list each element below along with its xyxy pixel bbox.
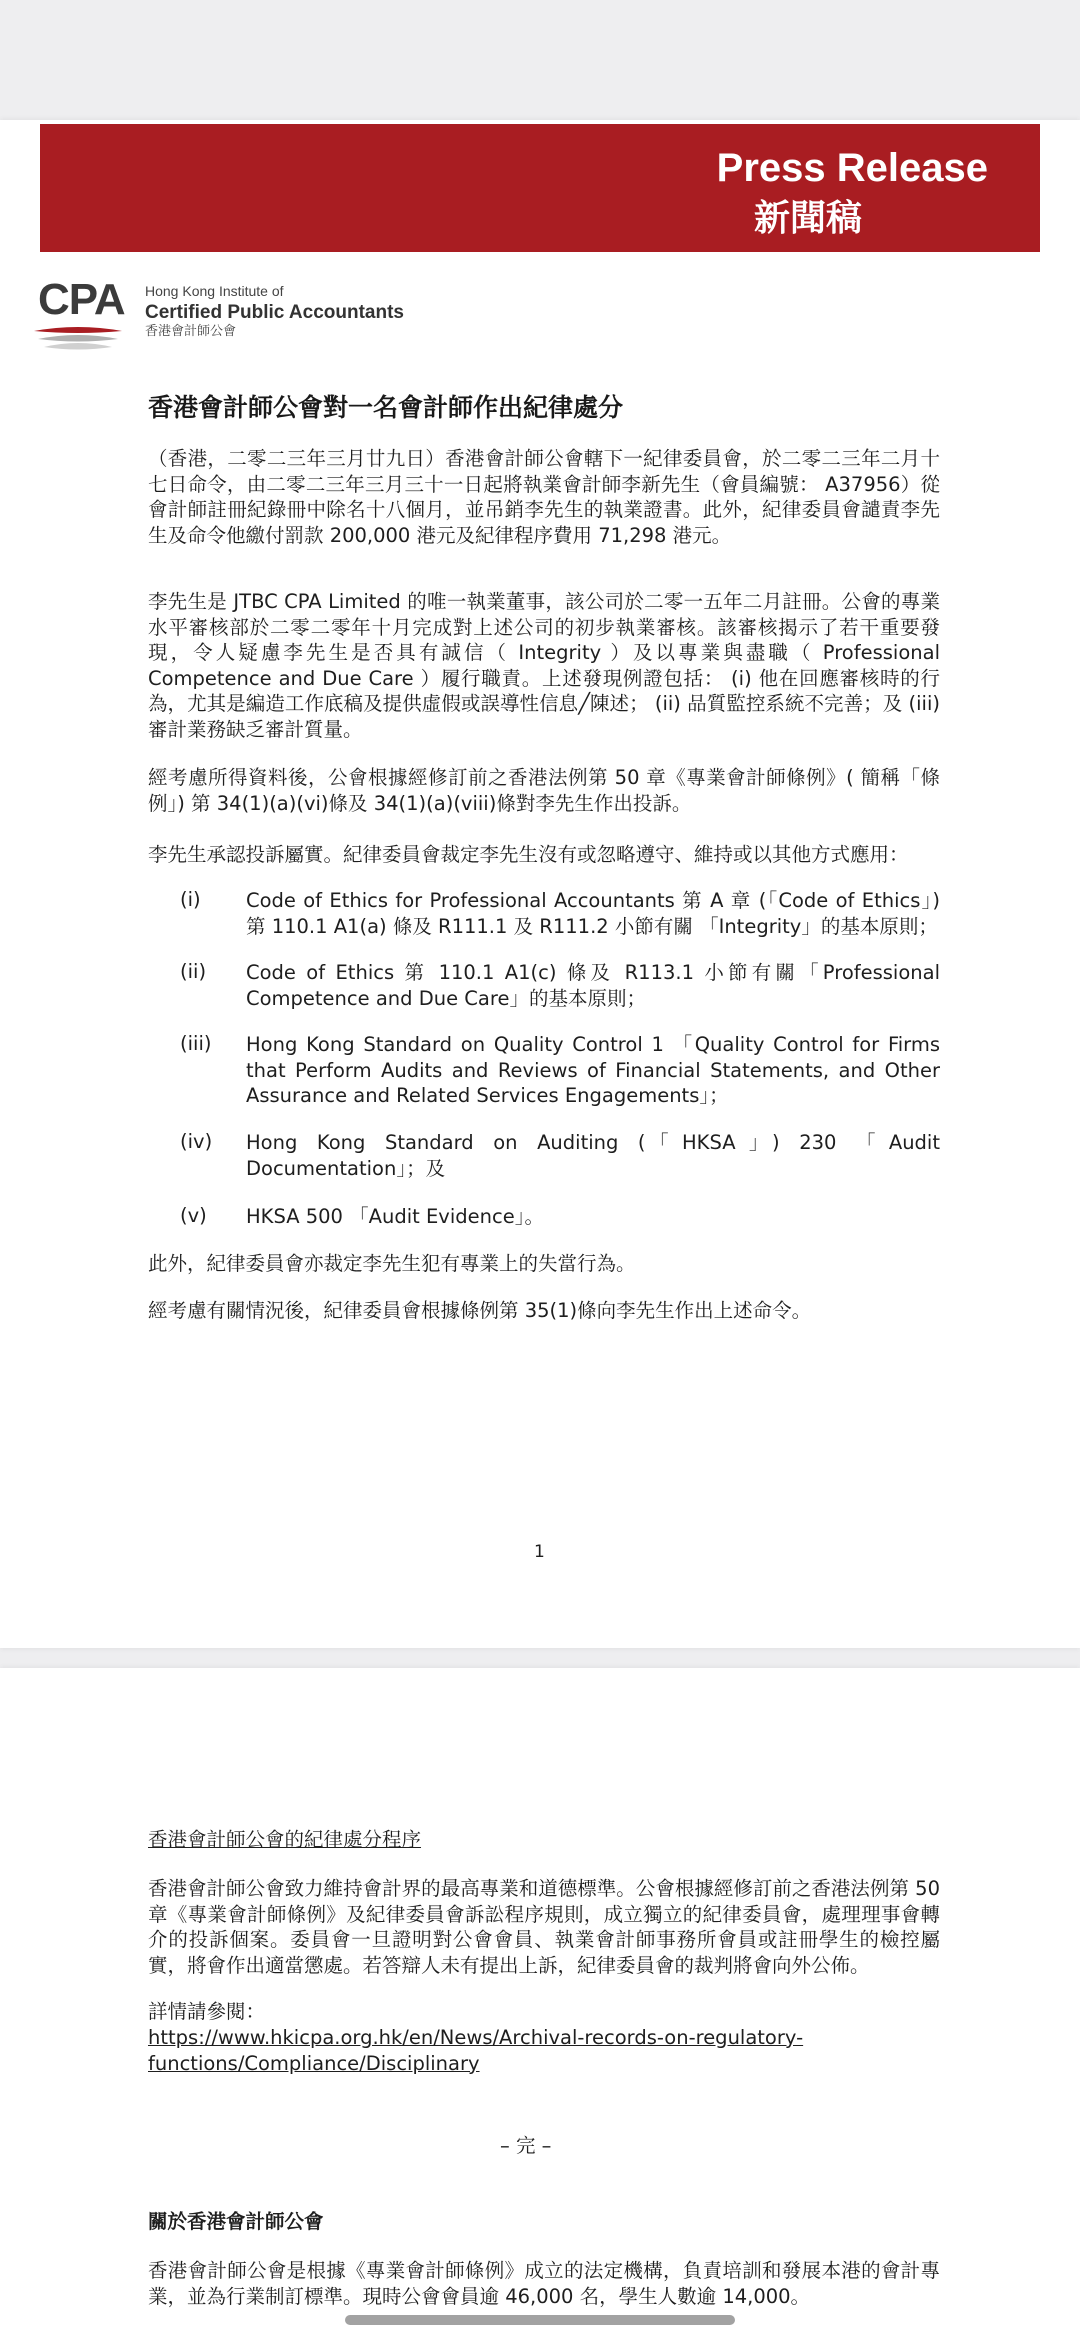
paragraph-6: 經考慮有關情況後，紀律委員會根據條例第 35(1)條向李先生作出上述命令。: [148, 1299, 812, 1322]
disciplinary-records-link[interactable]: https://www.hkicpa.org.hk/en/News/Archival-records-on-regulatory-functions/Compliance/Disciplinary: [148, 2026, 804, 2075]
press-release-banner: [40, 124, 1040, 252]
details-label: 詳情請參閱：: [148, 2000, 266, 2023]
document-page-2: [0, 1668, 1080, 2337]
logo-line-2: Certified Public Accountants: [145, 301, 404, 323]
list-number: (iv): [180, 1130, 213, 1153]
list-number: (v): [180, 1204, 207, 1227]
logo-cpa-text: CPA: [38, 275, 125, 324]
hkicpa-logo-mark: [30, 275, 130, 355]
paragraph-5: 此外，紀律委員會亦裁定李先生犯有專業上的失當行為。: [148, 1252, 636, 1275]
logo-line-3: 香港會計師公會: [145, 324, 237, 340]
hkicpa-swoosh-icon: [30, 325, 126, 353]
page-number: 1: [534, 1542, 545, 1562]
list-text: Code of Ethics for Professional Accountants 第 A 章 (「Code of Ethics」) 第 110.1 A1(a) 條及 R111.1 及 R111.2 小節有關 「Integrity」的基本原則；: [246, 889, 940, 938]
paragraph-2: 李先生是 JTBC CPA Limited 的唯一執業董事，該公司於二零一五年二月註冊。公會的專業水平審核部於二零二零年十月完成對上述公司的初步執業審核。該審核揭示了若干重要發現，令人疑慮李先生是否具有誠信（ Integrity ）及以專業與盡職（ Professional Competence and Due Care ）履行職責。上述發現例證包括： (i) 他在回應審核時的行為，尤其是編造工作底稿及提供虛假或誤導性信息╱陳述； (ii) 品質監控系統不完善；及 (iii) 審計業務缺乏審計質量。: [148, 590, 940, 741]
list-number: (i): [180, 888, 201, 911]
list-text: Hong Kong Standard on Quality Control 1 「Quality Control for Firms that Perform Audits and Reviews of Financial Statements, and Other Assurance and Related Services Engagements」；: [246, 1033, 940, 1107]
logo-line-1: Hong Kong Institute of: [145, 283, 284, 299]
hkicpa-logo: [30, 275, 430, 355]
list-number: (iii): [180, 1032, 212, 1055]
section-title: 香港會計師公會的紀律處分程序: [148, 1828, 422, 1851]
banner-title-en: Press Release: [716, 146, 988, 190]
list-number: (ii): [180, 960, 207, 983]
list-text: Hong Kong Standard on Auditing (「HKSA」) 230 「Audit Documentation」；及: [246, 1131, 940, 1180]
paragraph-1: （香港，二零二三年三月廿九日）香港會計師公會轄下一紀律委員會，於二零二三年二月十七日命令，由二零二三年三月三十一日起將執業會計師李新先生（會員編號： A37956）從會計師註冊紀錄冊中除名十八個月，並吊銷李先生的執業證書。此外，紀律委員會譴責李先生及命令他繳付罰款 200,000 港元及紀律程序費用 71,298 港元。: [148, 447, 940, 547]
banner-title-zh: 新聞稿: [753, 198, 862, 239]
about-body: 香港會計師公會是根據《專業會計師條例》成立的法定機構，負責培訓和發展本港的會計專業，並為行業制訂標準。現時公會會員逾 46,000 名，學生人數逾 14,000。: [148, 2259, 940, 2308]
document-title: 香港會計師公會對一名會計師作出紀律處分: [148, 393, 624, 422]
home-indicator[interactable]: [345, 2315, 735, 2325]
end-marker: – 完 –: [500, 2134, 552, 2157]
document-page-1: [0, 120, 1080, 1648]
paragraph-4: 李先生承認投訴屬實。紀律委員會裁定李先生沒有或忽略遵守、維持或以其他方式應用：: [148, 843, 909, 866]
list-text: HKSA 500 「Audit Evidence」。: [246, 1205, 544, 1228]
list-text: Code of Ethics 第 110.1 A1(c) 條及 R113.1 小節有關「Professional Competence and Due Care」的基本原則；: [246, 961, 940, 1010]
paragraph-3: 經考慮所得資料後，公會根據經修訂前之香港法例第 50 章《專業會計師條例》( 簡稱「條例」) 第 34(1)(a)(vi)條及 34(1)(a)(viii)條對李先生作出投訴。: [148, 766, 940, 815]
about-title: 關於香港會計師公會: [148, 2210, 324, 2233]
section-body: 香港會計師公會致力維持會計界的最高專業和道德標準。公會根據經修訂前之香港法例第 50 章《專業會計師條例》及紀律委員會訴訟程序規則，成立獨立的紀律委員會，處理理事會轉介的投訴個案。委員會一旦證明對公會會員、執業會計師事務所會員或註冊學生的檢控屬實，將會作出適當懲處。若答辯人未有提出上訴，紀律委員會的裁判將會向外公佈。: [148, 1877, 940, 1977]
logo-wordmark: [145, 283, 404, 341]
